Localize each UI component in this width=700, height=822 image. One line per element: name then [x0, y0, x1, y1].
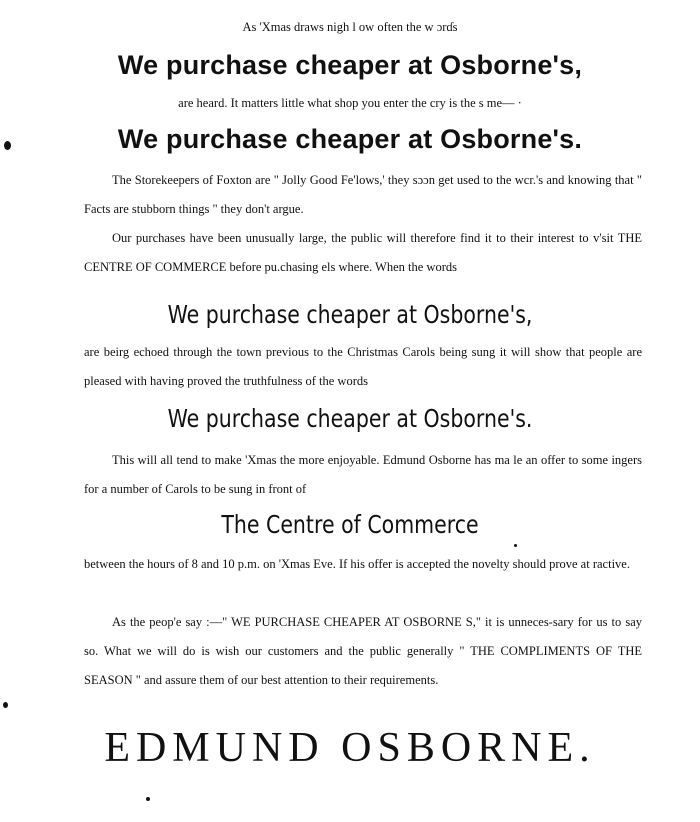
paragraph-5: between the hours of 8 and 10 p.m. on 'Xmas Eve. If his offer is accepted the novelty should prove at ractive.	[84, 557, 630, 571]
paragraph-2: Our purchases have been unusually large, the public will therefore find it to their interest to v'sit THE CENTRE OF COMMERCE before pu.chasing els where. When the words	[84, 231, 642, 274]
paragraph-3: are beirg echoed through the town previous to the Christmas Carols being sung it will show that people are pleased with having proved the truthfulness of the words	[84, 345, 642, 388]
ink-speck	[4, 141, 11, 150]
headline-1: We purchase cheaper at Osborne's,	[117, 50, 583, 80]
headline-3: We purchase cheaper at Osborne's,	[167, 300, 533, 329]
ink-speck	[514, 544, 517, 547]
signature: EDMUND OSBORNE.	[104, 725, 596, 771]
ink-speck	[3, 702, 8, 708]
headline-4: We purchase cheaper at Osborne's.	[167, 404, 533, 433]
ink-speck	[146, 797, 150, 801]
intro-line: As 'Xmas draws nigh l ow often the w ɔrɗs	[242, 20, 458, 34]
headline-2: We purchase cheaper at Osborne's.	[117, 124, 583, 154]
paragraph-4: This will all tend to make 'Xmas the more enjoyable. Edmund Osborne has ma le an offer to some ingers for a number of Carols to be sung in front of	[84, 453, 642, 496]
paragraph-1: The Storekeepers of Foxton are " Jolly Good Fe'lows,' they sɔɔn get used to the wcr.'s and knowing that " Facts are stubborn things " they don't argue.	[84, 173, 642, 216]
headline-5: The Centre of Commerce	[221, 510, 479, 539]
heard-line: are heard. It matters little what shop you enter the cry is the s me— ·	[178, 96, 522, 110]
paragraph-6: As the peop'e say :—" WE PURCHASE CHEAPER AT OSBORNE S," it is unneces-sary for us to say so. What we will do is wish our customers and the public generally " THE COMPLIMENTS OF THE SEASON " and assure them of our best attention to their requirements.	[84, 615, 642, 687]
